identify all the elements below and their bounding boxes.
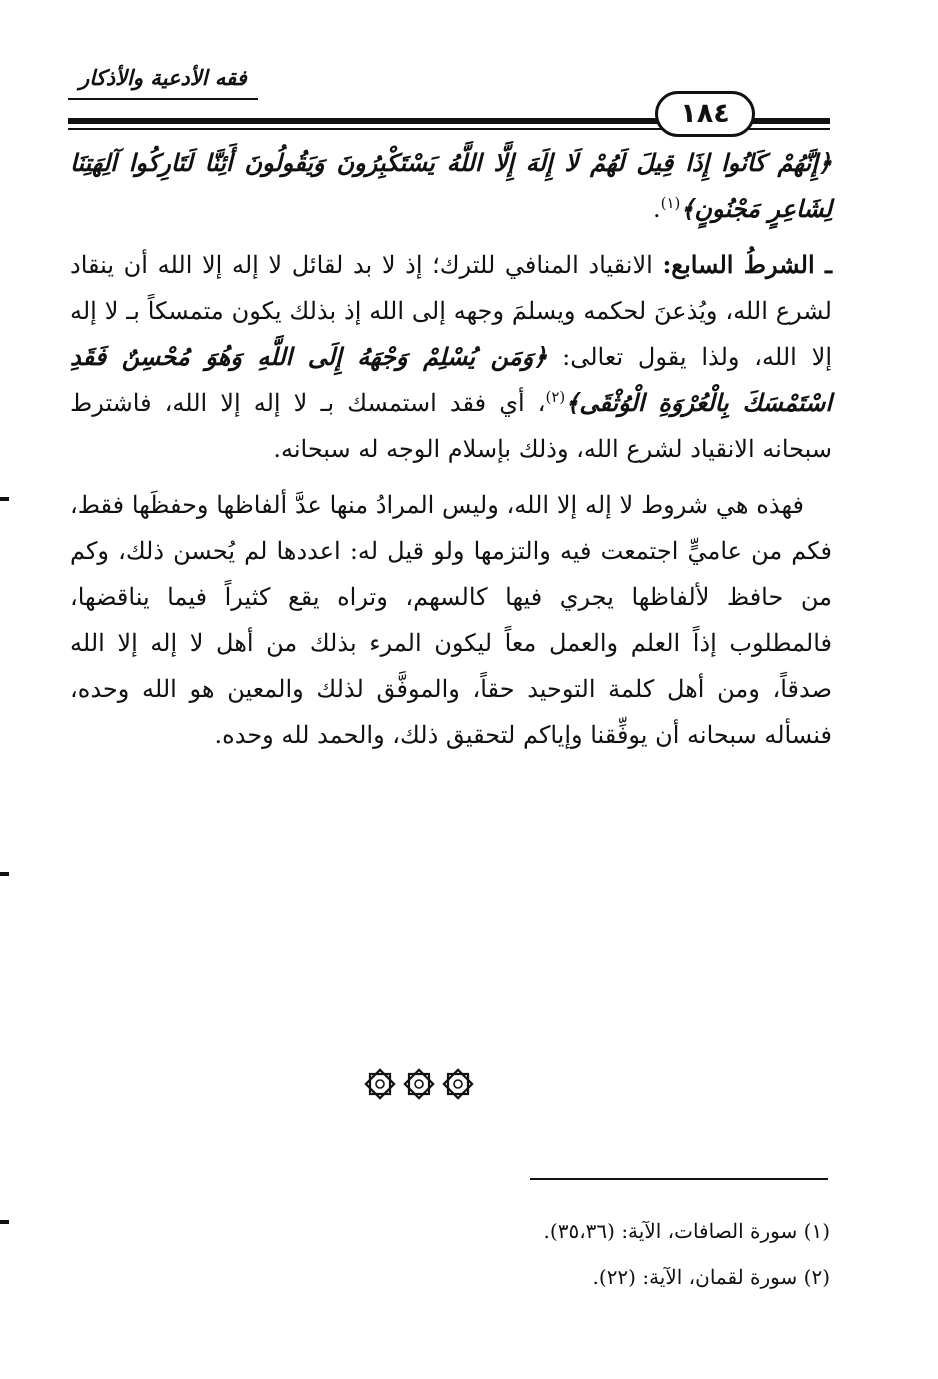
quran-verse-1: ﴿إِنَّهُمْ كَانُوا إِذَا قِيلَ لَهُمْ لَا إِلَهَ إِلَّا اللَّهُ يَسْتَكْبِرُونَ وَيَقُولُونَ أَئِنَّا لَتَارِكُوا آلِهَتِنَا لِشَاعِرٍ مَجْنُونٍ﴾ <box>70 148 832 223</box>
footnote-separator <box>530 1178 828 1180</box>
quran-verse-2: ﴿وَمَن يُسْلِمْ وَجْهَهُ إِلَى اللَّهِ وَهُوَ مُحْسِنٌ فَقَدِ اسْتَمْسَكَ بِالْعُرْوَةِ الْوُثْقَى﴾ <box>70 342 832 417</box>
eight-point-star-icon <box>401 1066 437 1102</box>
page-header <box>0 0 938 150</box>
section-ornament <box>354 1066 484 1102</box>
footnote-2: (٢) سورة لقمان، الآية: (٢٢). <box>592 1265 830 1289</box>
closing-paragraph: فهذه هي شروط لا إله إلا الله، وليس المرادُ منها عدَّ ألفاظها وحفظَها فقط، فكم من عاميٍّ اجتمعت فيه والتزمها ولو قيل له: اعددها لم يُحسن ذلك، وكم من حافظ لألفاظها يجري فيها كالسهم، وتراه يقع كثيراً فيما يناقضها، فالمطلوب إذاً العلم والعمل معاً ليكون المرء بذلك من أهل لا إله إلا الله صدقاً، ومن أهل كلمة التوحيد حقاً، والموفَّق لذلك والمعين هو الله وحده، فنسأله سبحانه أن يوفِّقنا وإياكم لتحقيق ذلك، والحمد لله وحده. <box>70 491 832 749</box>
condition-text-2: ، أي فقد استمسك بـ لا إله إلا الله، فاشترط سبحانه الانقياد لشرع الله، وذلك بإسلام الوجه له سبحانه. <box>70 389 832 463</box>
verse-paragraph <box>70 140 832 232</box>
verse-end-mark: . <box>652 195 661 223</box>
scan-mark <box>0 872 9 876</box>
condition-text-1: الانقياد المنافي للترك؛ إذ لا بد لقائل لا إله إلا الله أن ينقاد لشرع الله، ويُذعنَ لحكمه ويسلمَ وجهه إلى الله إذ بذلك يكون متمسكاً بـ لا إله إلا الله، ولذا يقول تعالى: <box>70 251 832 371</box>
condition-paragraph <box>70 242 832 472</box>
footnote-ref-1[interactable]: (١) <box>660 194 681 212</box>
scan-mark <box>0 497 9 501</box>
title-underline <box>68 98 258 100</box>
body-text <box>70 140 832 758</box>
footnotes <box>70 1208 830 1300</box>
eight-point-star-icon <box>362 1066 398 1102</box>
footnote-ref-2[interactable]: (٢) <box>545 388 566 406</box>
eight-point-star-icon <box>440 1066 476 1102</box>
condition-heading: ـ الشرطُ السابع: <box>662 250 832 279</box>
page-number: ١٨٤ <box>655 91 755 137</box>
footnote-1: (١) سورة الصافات، الآية: (٣٥،٣٦). <box>543 1219 830 1243</box>
book-title: فقه الأدعية والأذكار <box>79 66 247 90</box>
scan-mark <box>0 1220 9 1224</box>
